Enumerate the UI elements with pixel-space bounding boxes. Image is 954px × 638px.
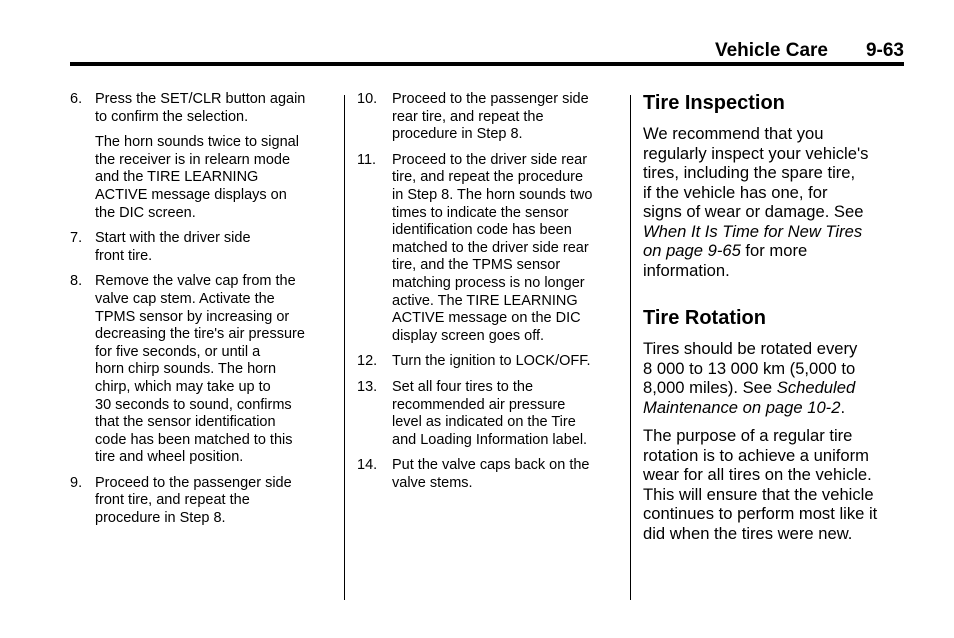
cross-reference-page[interactable]: on page 9-65	[643, 241, 741, 260]
section-title: Vehicle Care	[714, 40, 828, 61]
step-text: 30 seconds to sound, confirms	[95, 396, 292, 413]
note-text: the receiver is in relearn mode	[95, 151, 291, 168]
step-number: 11.	[357, 151, 377, 168]
step-number: 7.	[70, 230, 83, 247]
tire-rotation-paragraph-1	[643, 339, 905, 417]
step-number: 14.	[357, 457, 378, 474]
step-text: front tire.	[95, 247, 153, 264]
step-13	[357, 379, 622, 449]
step-number: 6.	[70, 91, 83, 107]
body-text: The purpose of a regular tire	[643, 426, 853, 445]
step-text: TPMS sensor by increasing or	[95, 308, 290, 325]
step-text: tire, and repeat the procedure	[392, 169, 584, 186]
step-text: front tire, and repeat the	[95, 492, 250, 509]
step-text: Turn the ignition to LOCK/OFF.	[392, 353, 591, 370]
step-10	[357, 91, 622, 144]
step-text: tire and wheel position.	[95, 449, 244, 466]
tire-rotation-paragraph-2	[643, 426, 905, 543]
step-text: active. The TIRE LEARNING	[392, 292, 578, 309]
column-1	[70, 91, 335, 536]
body-text: if the vehicle has one, for	[643, 182, 828, 202]
body-text: for more	[740, 241, 808, 260]
step-text: for five seconds, or until a	[95, 343, 261, 360]
body-text: rotation is to achieve a uniform	[643, 445, 869, 465]
step-8	[70, 273, 335, 467]
step-text: code has been matched to this	[95, 431, 293, 448]
step-text: Remove the valve cap from the	[95, 273, 296, 290]
step-number: 12.	[357, 353, 378, 370]
tire-inspection-paragraph	[643, 124, 905, 280]
note-text: and the TIRE LEARNING	[95, 169, 259, 186]
note-text: the DIC screen.	[95, 204, 196, 221]
step-text: times to indicate the sensor	[392, 204, 569, 221]
tire-rotation-heading: Tire Rotation	[643, 307, 766, 329]
cross-reference-link[interactable]: Scheduled	[776, 378, 856, 397]
body-text: signs of wear or damage. See	[643, 202, 864, 221]
body-text: wear for all tires on the vehicle.	[643, 465, 872, 484]
step-text: Press the SET/CLR button again	[95, 91, 306, 107]
step-text: chirp, which may take up to	[95, 378, 271, 395]
body-text: did when the tires were new.	[643, 523, 853, 543]
step-text: recommended air pressure	[392, 396, 566, 413]
step-text: matching process is no longer	[392, 274, 585, 291]
step-text: matched to the driver side rear	[392, 239, 589, 256]
step-text: horn chirp sounds. The horn	[95, 361, 277, 378]
step-text: ACTIVE message on the DIC	[392, 310, 581, 327]
step-text: that the sensor identification	[95, 414, 276, 431]
body-text: 8 000 to 13 000 km (5,000 to	[643, 358, 856, 378]
step-text: valve stems.	[392, 474, 473, 491]
body-text: Tires should be rotated every	[643, 339, 858, 358]
body-text: information.	[643, 260, 730, 280]
step-7	[70, 230, 335, 265]
step-11	[357, 152, 622, 346]
tire-inspection-heading: Tire Inspection	[643, 92, 785, 114]
step-text: Proceed to the passenger side	[95, 474, 292, 491]
step-9	[70, 475, 335, 528]
step-text: display screen goes off.	[392, 327, 545, 344]
step-text: and Loading Information label.	[392, 431, 588, 448]
step-number: 9.	[70, 474, 83, 491]
body-text: We recommend that you	[643, 124, 824, 143]
header-rule	[70, 62, 904, 66]
column-2	[357, 91, 622, 500]
step-text: Put the valve caps back on the	[392, 457, 590, 474]
body-text: This will ensure that the vehicle	[643, 484, 874, 504]
step-number: 8.	[70, 273, 83, 290]
cross-reference-link[interactable]: When It Is Time for New Tires	[643, 221, 863, 241]
step-text: Set all four tires to the	[392, 378, 534, 395]
step-14	[357, 457, 622, 492]
cross-reference-page[interactable]: Maintenance on page 10-2	[643, 397, 841, 417]
body-text: 8,000 miles). See	[643, 378, 777, 397]
step-text: decreasing the tire's air pressure	[95, 326, 305, 343]
step-6-note	[95, 134, 335, 222]
step-text: Start with the driver side	[95, 230, 251, 247]
step-text: procedure in Step 8.	[392, 126, 523, 143]
step-text: in Step 8. The horn sounds two	[392, 186, 593, 203]
column-3	[643, 91, 905, 552]
step-text: to confirm the selection.	[95, 108, 249, 125]
section-gap	[643, 289, 905, 306]
page-number: 9-63	[865, 40, 904, 61]
body-text: .	[840, 397, 846, 417]
column-divider-1	[344, 95, 345, 600]
column-divider-2	[630, 95, 631, 600]
step-text: rear tire, and repeat the	[392, 108, 544, 125]
step-text: tire, and the TPMS sensor	[392, 257, 561, 274]
step-text: Proceed to the driver side rear	[392, 151, 588, 168]
step-text: level as indicated on the Tire	[392, 414, 576, 431]
step-text: procedure in Step 8.	[95, 510, 226, 527]
body-text: regularly inspect your vehicle's	[643, 143, 869, 163]
note-text: ACTIVE message displays on	[95, 186, 287, 203]
step-text: identification code has been	[392, 222, 572, 239]
step-number: 13.	[357, 378, 378, 395]
body-text: tires, including the spare tire,	[643, 163, 856, 182]
step-number: 10.	[357, 91, 378, 107]
step-6	[70, 91, 335, 126]
step-text: Proceed to the passenger side	[392, 91, 589, 107]
note-text: The horn sounds twice to signal	[95, 134, 299, 151]
step-text: valve cap stem. Activate the	[95, 290, 275, 307]
page-header	[70, 38, 904, 62]
step-12	[357, 353, 622, 371]
body-text: continues to perform most like it	[643, 504, 878, 523]
